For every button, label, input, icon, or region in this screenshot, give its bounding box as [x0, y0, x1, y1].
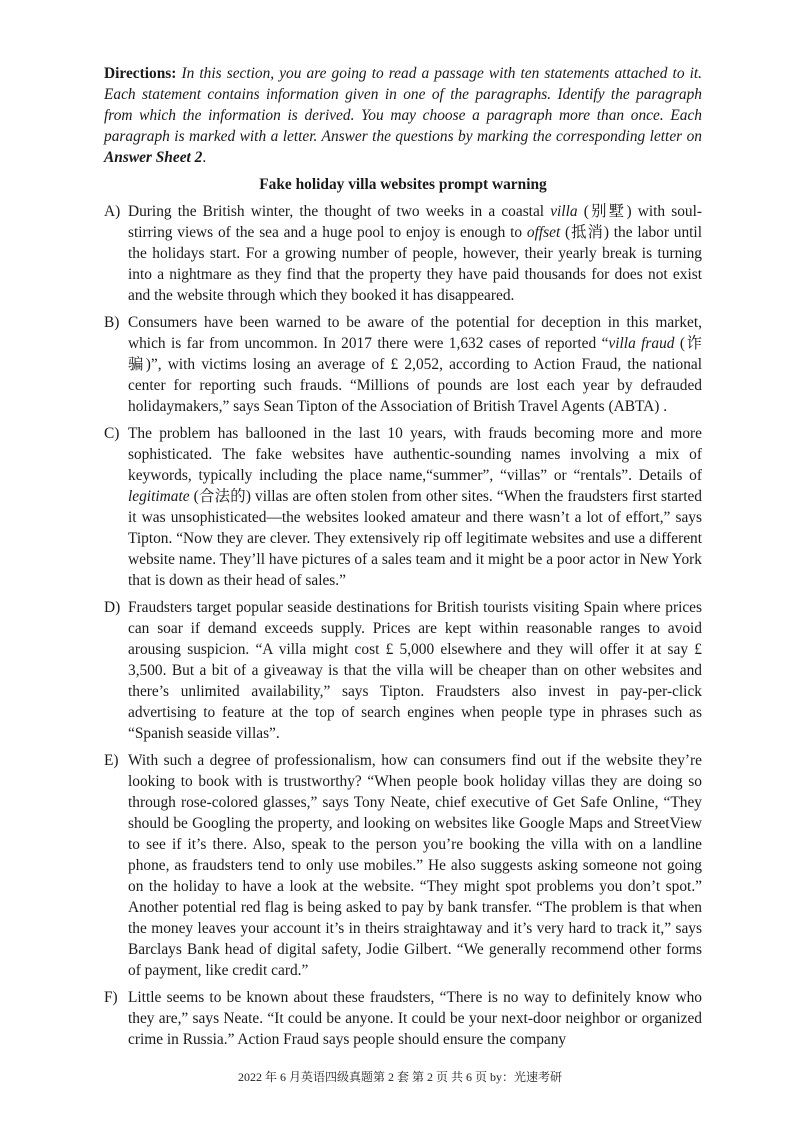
paragraph-text: With such a degree of professionalism, how can consumers find out if the website they’re looking to book with is trustworthy? “When people book holiday villas they are doing so through rose-colored glasses,” says Tony Neate, chief executive of Get Safe Online, “They should be Googling the property, and looking on websites like Google Maps and StreetView to see if it’s there. Also, speak to the person you’re booking the villa with on a landline phone, as fraudsters tend to only use mobiles.” He also suggests asking someone not going on the holiday to have a look at the website. “They might spot problems you don’t spot.” Another potential red flag is being asked to pay by bank transfer. “The problem is that when the money leaves your account it’s in theirs straightaway and it’s very hard to track it,” says Barclays Bank head of digital safety, Jodie Gilbert. “We generally recommend other forms of payment, like credit card.”	[128, 752, 702, 979]
paragraph-text: (别墅) with soul-stirring views of the sea and a huge pool to enjoy is enough to	[128, 203, 702, 241]
italic-term: villa	[550, 203, 578, 220]
directions	[104, 63, 702, 168]
paragraph-text: (抵消) the labor until the holidays start. For a growing number of people, however, their yearly break is turning into a nightmare as they find that the property they have paid thousands for does not exist and the website through which they booked it has disappeared.	[128, 224, 702, 304]
paragraph-text: The problem has ballooned in the last 10 years, with frauds becoming more and more sophisticated. The fake websites have authentic-sounding names involving a mix of keywords, typically including the place name,“summer”, “villas” or “rentals”. Details of	[128, 425, 702, 484]
paragraph-e	[104, 750, 702, 981]
paragraph-c	[104, 423, 702, 591]
paragraph-text: Consumers have been warned to be aware of the potential for deception in this market, which is far from uncommon. In 2017 there were 1,632 cases of reported “	[128, 314, 702, 352]
paragraph-d	[104, 597, 702, 744]
directions-label: Directions:	[104, 65, 177, 82]
paragraph-text: During the British winter, the thought of two weeks in a coastal	[128, 203, 551, 220]
paragraph-text: Little seems to be known about these fraudsters, “There is no way to definitely know who they are,” says Neate. “It could be anyone. It could be your next-door neighbor or organized crime in Russia.” Action Fraud says people should ensure the company	[128, 989, 702, 1048]
paragraph-b	[104, 312, 702, 417]
paragraph-label: D)	[104, 599, 121, 616]
document-page	[104, 63, 702, 1056]
paragraph-label: C)	[104, 425, 120, 442]
paragraph-f	[104, 987, 702, 1050]
paragraph-label: B)	[104, 314, 120, 331]
passage-title: Fake holiday villa websites prompt warning	[259, 176, 547, 193]
page-footer: 2022 年 6 月英语四级真题第 2 套 第 2 页 共 6 页 by：光速考研	[237, 1070, 562, 1084]
paragraph-text: (诈骗)”, with victims losing an average of £ 2,052, according to Action Fraud, the national center for reporting such frauds. “Millions of pounds are lost each year by defrauded holidaymakers,” says Sean Tipton of the Association of British Travel Agents (ABTA) .	[128, 335, 702, 415]
paragraph-label: A)	[104, 203, 121, 220]
paragraph-label: F)	[104, 989, 118, 1006]
answer-sheet-ref: Answer Sheet 2	[104, 149, 203, 166]
italic-term: legitimate	[128, 488, 190, 505]
paragraph-text: (合法的) villas are often stolen from other sites. “When the fraudsters first started it was unsophisticated—the websites looked amateur and there wasn’t a lot of effort,” says Tipton. “Now they are clever. They extensively rip off legitimate websites and use a different website name. They’ll have pictures of a sales team and it might be a poor actor in New York that is down as their head of sales.”	[128, 488, 702, 589]
passage-body	[104, 201, 702, 1050]
italic-term: offset	[526, 224, 561, 241]
paragraph-a	[104, 201, 702, 306]
italic-term: villa fraud	[608, 335, 675, 352]
paragraph-text: Fraudsters target popular seaside destinations for British tourists visiting Spain where prices can soar if demand exceeds supply. Prices are kept within reasonable ranges to avoid arousing suspicion. “A villa might cost £ 5,000 elsewhere and they will offer it at say £ 3,500. But a bit of a giveaway is that the villa will be cheaper than on other websites and there’s unlimited availability,” says Tipton. Fraudsters also invest in pay-per-click advertising to feature at the top of search engines when people type in phrases such as “Spanish seaside villas”.	[128, 599, 702, 742]
directions-text: In this section, you are going to read a passage with ten statements attached to it. Each statement contains information given in one of the paragraphs. Identify the paragraph from which the information is derived. You may choose a paragraph more than once. Each paragraph is marked with a letter. Answer the questions by marking the corresponding letter on	[104, 65, 702, 145]
paragraph-label: E)	[104, 752, 119, 769]
directions-end: .	[202, 149, 207, 166]
